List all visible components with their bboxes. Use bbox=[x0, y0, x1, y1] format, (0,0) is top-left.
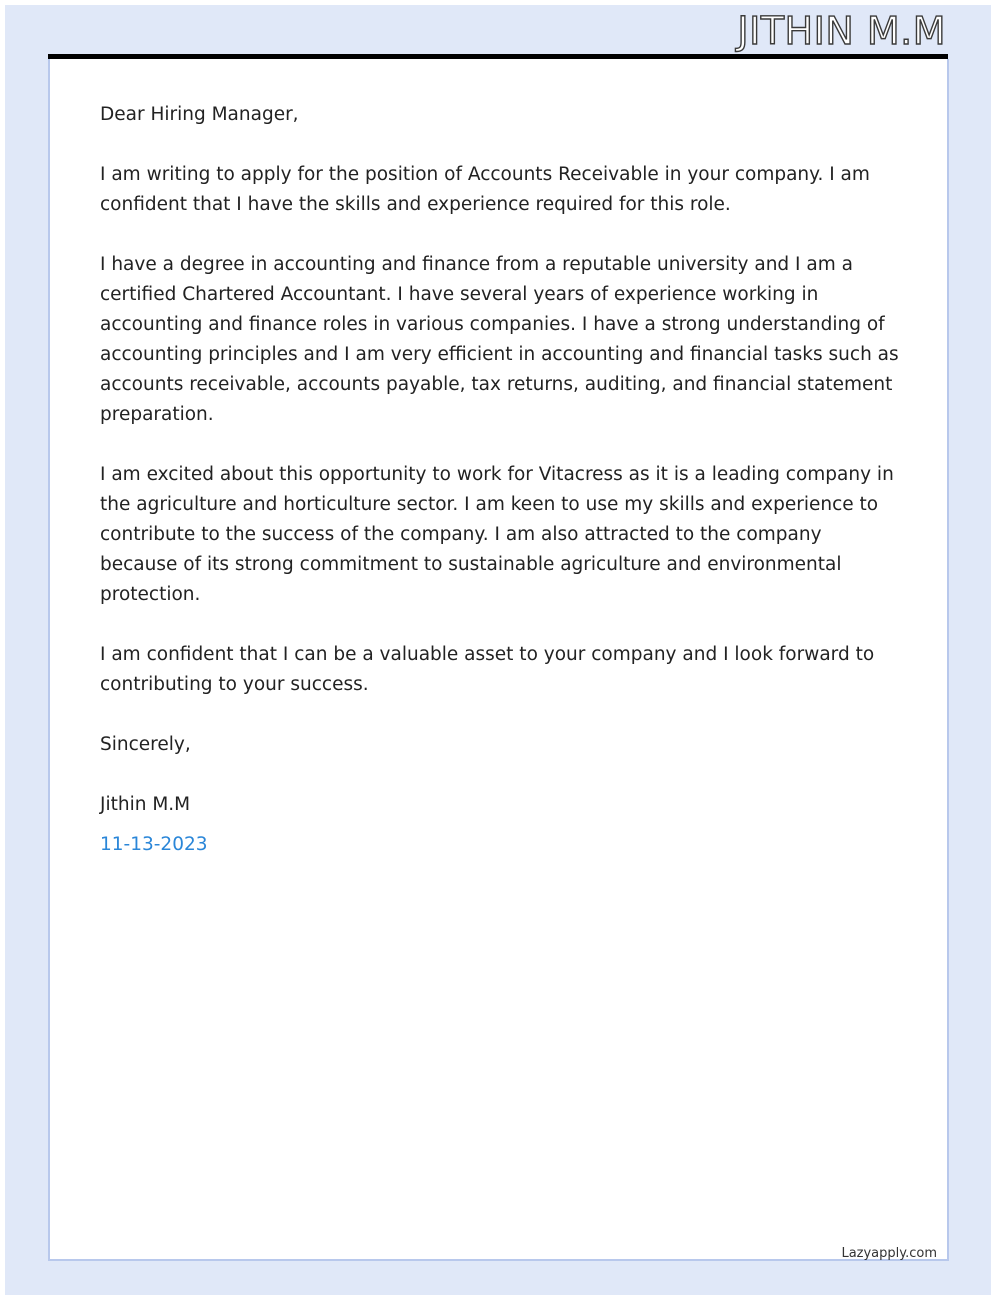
header-name: JITHIN M.M bbox=[737, 9, 946, 53]
paragraph-1: I am writing to apply for the position of Accounts Receivable in your company. I am confident that I have the skills and experience required for this role. bbox=[100, 164, 870, 215]
letter-date: 11-13-2023 bbox=[100, 834, 208, 855]
closing: Sincerely, bbox=[100, 734, 191, 755]
footer-watermark: Lazyapply.com bbox=[841, 1246, 937, 1261]
signature: Jithin M.M bbox=[100, 794, 191, 815]
salutation: Dear Hiring Manager, bbox=[100, 104, 299, 125]
paragraph-4: I am confident that I can be a valuable asset to your company and I look forward to contributing to your success. bbox=[100, 644, 875, 695]
paragraph-3: I am excited about this opportunity to work for Vitacress as it is a leading company in the agriculture and horticulture sector. I am keen to use my skills and experience to contribute to the success of the company. I am also attracted to the company because of its strong commitment to sustainable agriculture and environmental protection. bbox=[100, 464, 894, 605]
letter-body bbox=[100, 100, 900, 860]
paragraph-2: I have a degree in accounting and finance from a reputable university and I am a certified Chartered Accountant. I have several years of experience working in accounting and finance roles in various companies. I have a strong understanding of accounting principles and I am very efficient in accounting and financial tasks such as accounts receivable, accounts payable, tax returns, auditing, and financial statement preparation. bbox=[100, 254, 899, 425]
